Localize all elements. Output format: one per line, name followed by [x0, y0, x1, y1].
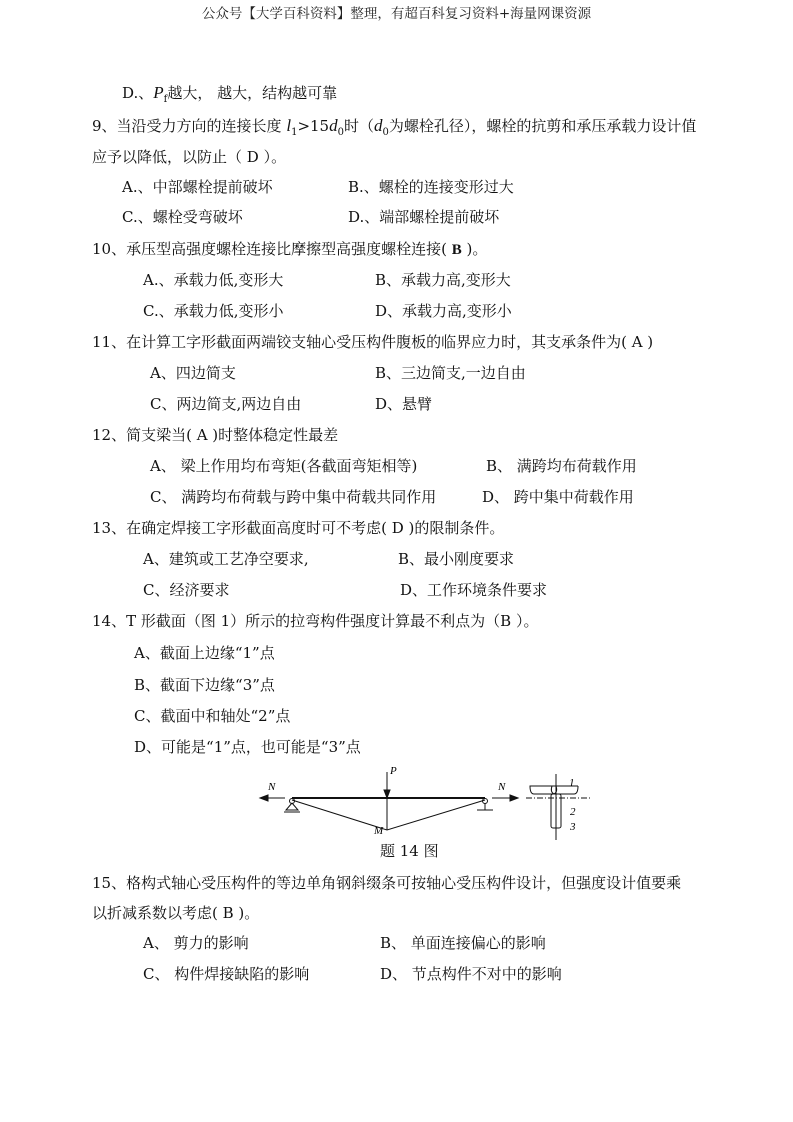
q14-option-d: D、可能是“1”点，也可能是“3”点	[134, 738, 361, 756]
label: D.、	[122, 84, 154, 102]
sub: f	[163, 94, 168, 105]
v: d	[329, 116, 338, 135]
figure-14-diagram	[240, 760, 610, 840]
q9-option-a: A.、中部螺栓提前破坏	[122, 178, 273, 196]
q11-option-a: A、四边简支	[150, 364, 236, 382]
var: P	[153, 83, 164, 102]
q9-stem-2: 应予以降低，以防止（ D ）。	[92, 148, 287, 166]
label-2: 2	[570, 806, 576, 818]
q15-option-a: A、 剪力的影响	[143, 934, 249, 952]
v: l	[286, 116, 292, 135]
label-3: 3	[570, 821, 576, 833]
t: >15	[297, 117, 330, 135]
q11-stem: 11、在计算工字形截面两端铰支轴心受压构件腹板的临界应力时，其支承条件为( A )	[92, 333, 654, 351]
q12-stem: 12、简支梁当( A )时整体稳定性最差	[92, 426, 339, 444]
q9-option-d: D.、端部螺栓提前破坏	[348, 208, 500, 226]
q11-option-d: D、悬臂	[375, 395, 433, 413]
label-p: P	[390, 765, 397, 777]
q8-option-d	[122, 83, 337, 110]
label-1: 1	[569, 777, 575, 789]
t: 9、当沿受力方向的连接长度	[92, 117, 287, 135]
s: 1	[291, 127, 298, 138]
q10-option-a: A.、承载力低,变形大	[143, 271, 284, 289]
q15-option-d: D、 节点构件不对中的影响	[380, 965, 562, 983]
q15-stem: 15、格构式轴心受压构件的等边单角钢斜缀条可按轴心受压构件设计，但强度设计值要乘	[92, 874, 682, 892]
q10-stem	[92, 239, 487, 260]
label-n-right: N	[498, 781, 506, 793]
q13-option-d: D、工作环境条件要求	[400, 581, 548, 599]
q12-option-a: A、 梁上作用均布弯矩(各截面弯矩相等)	[150, 457, 418, 475]
moment-diagram	[292, 800, 485, 830]
text: 越大， 越大，结构越可靠	[167, 84, 338, 102]
s: 0	[382, 127, 389, 138]
q15-stem-2: 以折减系数以考虑( B )。	[92, 904, 260, 922]
q9-stem	[92, 116, 696, 143]
figure-caption: 题 14 图	[380, 842, 439, 860]
t: 时（	[343, 117, 374, 135]
q10-option-b: B、承载力高,变形大	[375, 271, 511, 289]
label-m: M	[374, 825, 384, 837]
q12-option-d: D、 跨中集中荷载作用	[482, 488, 634, 506]
q15-option-b: B、 单面连接偏心的影响	[380, 934, 546, 952]
q11-option-b: B、三边简支,一边自由	[375, 364, 526, 382]
q10-option-c: C.、承载力低,变形小	[143, 302, 284, 320]
q13-option-a: A、建筑或工艺净空要求,	[143, 550, 309, 568]
answer: B	[451, 242, 462, 258]
page-header: 公众号【大学百科资料】整理，有超百科复习资料+海量网课资源	[201, 6, 592, 22]
t: 10、承压型高强度螺栓连接比摩擦型高强度螺栓连接(	[92, 240, 452, 258]
q14-option-b: B、截面下边缘“3”点	[134, 676, 275, 694]
q13-stem: 13、在确定焊接工字形截面高度时可不考虑( D )的限制条件。	[92, 519, 505, 537]
q9-option-c: C.、螺栓受弯破坏	[122, 208, 243, 226]
s: 0	[337, 127, 344, 138]
q9-option-b: B.、螺栓的连接变形过大	[348, 178, 514, 196]
q12-option-b: B、 满跨均布荷载作用	[486, 457, 637, 475]
q15-option-c: C、 构件焊接缺陷的影响	[143, 965, 310, 983]
q14-stem: 14、T 形截面（图 1）所示的拉弯构件强度计算最不利点为（B ）。	[92, 612, 539, 630]
q11-option-c: C、两边简支,两边自由	[150, 395, 302, 413]
q14-option-a: A、截面上边缘“1”点	[134, 644, 275, 662]
q13-option-b: B、最小刚度要求	[398, 550, 515, 568]
v: d	[373, 116, 383, 135]
t: 为螺栓孔径），螺栓的抗剪和承压承载力设计值	[388, 117, 697, 135]
label-n-left: N	[268, 781, 276, 793]
q12-option-c: C、 满跨均布荷载与跨中集中荷载共同作用	[150, 488, 437, 506]
q13-option-c: C、经济要求	[143, 581, 230, 599]
q10-option-d: D、承载力高,变形小	[375, 302, 512, 320]
q14-option-c: C、截面中和轴处“2”点	[134, 707, 291, 725]
t: )。	[461, 240, 488, 258]
